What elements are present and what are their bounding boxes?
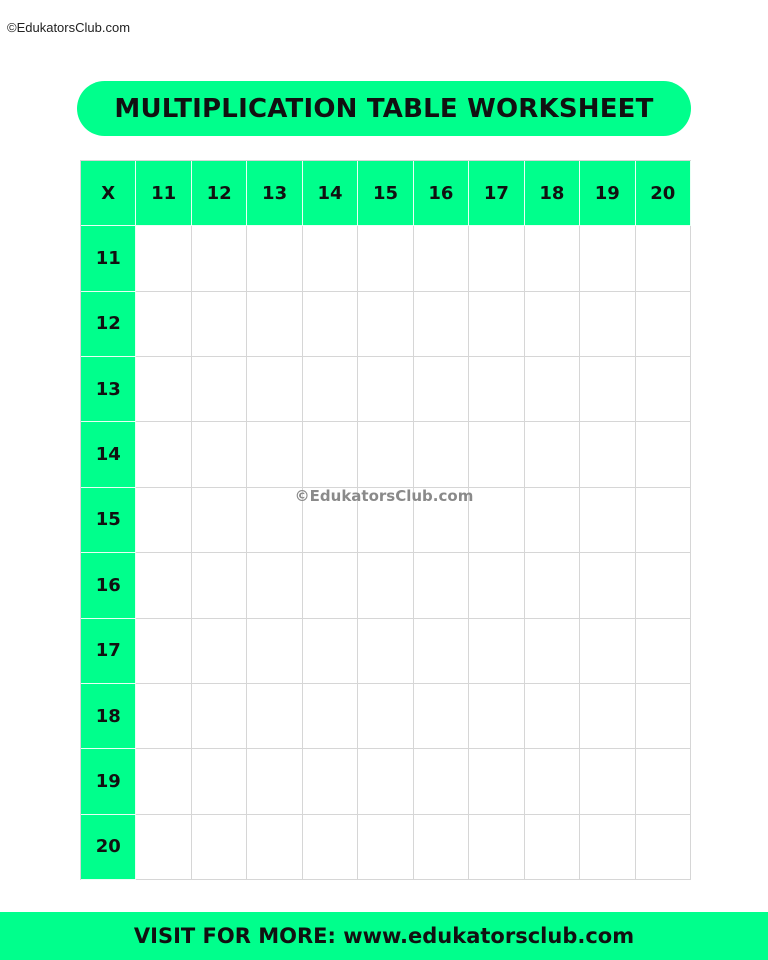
answer-cell — [136, 815, 191, 880]
answer-cell — [636, 815, 691, 880]
answer-cell — [136, 553, 191, 618]
column-header: 17 — [469, 161, 524, 226]
answer-cell — [525, 422, 580, 487]
answer-cell — [580, 553, 635, 618]
answer-cell — [414, 553, 469, 618]
answer-cell — [136, 619, 191, 684]
corner-header: X — [81, 161, 136, 226]
answer-cell — [636, 292, 691, 357]
answer-cell — [247, 488, 302, 553]
answer-cell — [525, 226, 580, 291]
answer-cell — [414, 488, 469, 553]
answer-cell — [636, 422, 691, 487]
column-header: 16 — [414, 161, 469, 226]
answer-cell — [136, 292, 191, 357]
answer-cell — [469, 488, 524, 553]
column-header: 13 — [247, 161, 302, 226]
page-title: MULTIPLICATION TABLE WORKSHEET — [114, 93, 654, 124]
answer-cell — [580, 619, 635, 684]
answer-cell — [525, 684, 580, 749]
answer-cell — [469, 619, 524, 684]
answer-cell — [414, 684, 469, 749]
answer-cell — [358, 292, 413, 357]
answer-cell — [636, 357, 691, 422]
answer-cell — [525, 357, 580, 422]
answer-cell — [247, 422, 302, 487]
row-header: 15 — [81, 488, 136, 553]
answer-cell — [358, 619, 413, 684]
answer-cell — [525, 815, 580, 880]
answer-cell — [469, 292, 524, 357]
answer-cell — [358, 553, 413, 618]
answer-cell — [247, 553, 302, 618]
answer-cell — [636, 749, 691, 814]
answer-cell — [247, 684, 302, 749]
answer-cell — [580, 226, 635, 291]
answer-cell — [303, 292, 358, 357]
answer-cell — [636, 619, 691, 684]
answer-cell — [192, 553, 247, 618]
answer-cell — [414, 749, 469, 814]
column-header: 12 — [192, 161, 247, 226]
answer-cell — [469, 749, 524, 814]
answer-cell — [358, 815, 413, 880]
answer-cell — [580, 815, 635, 880]
copyright-text: ©EdukatorsClub.com — [7, 20, 131, 35]
answer-cell — [469, 422, 524, 487]
answer-cell — [136, 684, 191, 749]
answer-cell — [525, 488, 580, 553]
answer-cell — [247, 292, 302, 357]
answer-cell — [358, 357, 413, 422]
answer-cell — [580, 684, 635, 749]
answer-cell — [580, 749, 635, 814]
answer-cell — [469, 226, 524, 291]
row-header: 16 — [81, 553, 136, 618]
answer-cell — [469, 684, 524, 749]
center-watermark: ©EdukatorsClub.com — [294, 487, 474, 505]
row-header: 20 — [81, 815, 136, 880]
column-header: 20 — [636, 161, 691, 226]
column-header: 19 — [580, 161, 635, 226]
answer-cell — [414, 619, 469, 684]
title-banner — [77, 81, 691, 136]
answer-cell — [414, 226, 469, 291]
answer-cell — [192, 357, 247, 422]
answer-cell — [636, 488, 691, 553]
answer-cell — [136, 488, 191, 553]
answer-cell — [303, 619, 358, 684]
answer-cell — [136, 422, 191, 487]
column-header: 18 — [525, 161, 580, 226]
footer-text: VISIT FOR MORE: www.edukatorsclub.com — [133, 924, 635, 948]
answer-cell — [192, 619, 247, 684]
column-header: 15 — [358, 161, 413, 226]
answer-cell — [358, 749, 413, 814]
answer-cell — [580, 422, 635, 487]
row-header: 19 — [81, 749, 136, 814]
answer-cell — [636, 553, 691, 618]
answer-cell — [192, 292, 247, 357]
column-header: 11 — [136, 161, 191, 226]
answer-cell — [303, 553, 358, 618]
answer-cell — [303, 488, 358, 553]
answer-cell — [525, 292, 580, 357]
answer-cell — [414, 815, 469, 880]
answer-cell — [303, 815, 358, 880]
answer-cell — [303, 684, 358, 749]
answer-cell — [247, 226, 302, 291]
answer-cell — [303, 357, 358, 422]
answer-cell — [525, 553, 580, 618]
answer-cell — [358, 684, 413, 749]
answer-cell — [192, 488, 247, 553]
answer-cell — [136, 749, 191, 814]
answer-cell — [192, 684, 247, 749]
answer-cell — [192, 815, 247, 880]
answer-cell — [414, 292, 469, 357]
answer-cell — [525, 619, 580, 684]
row-header: 17 — [81, 619, 136, 684]
answer-cell — [303, 749, 358, 814]
answer-cell — [414, 357, 469, 422]
answer-cell — [358, 422, 413, 487]
row-header: 12 — [81, 292, 136, 357]
answer-cell — [247, 815, 302, 880]
row-header: 14 — [81, 422, 136, 487]
row-header: 18 — [81, 684, 136, 749]
answer-cell — [247, 357, 302, 422]
answer-cell — [136, 226, 191, 291]
answer-cell — [469, 815, 524, 880]
answer-cell — [469, 553, 524, 618]
answer-cell — [303, 422, 358, 487]
answer-cell — [247, 749, 302, 814]
answer-cell — [469, 357, 524, 422]
row-header: 11 — [81, 226, 136, 291]
answer-cell — [580, 292, 635, 357]
answer-cell — [358, 226, 413, 291]
answer-cell — [192, 226, 247, 291]
multiplication-grid — [80, 160, 691, 880]
answer-cell — [192, 422, 247, 487]
answer-cell — [136, 357, 191, 422]
answer-cell — [636, 684, 691, 749]
answer-cell — [358, 488, 413, 553]
answer-cell — [636, 226, 691, 291]
column-header: 14 — [303, 161, 358, 226]
answer-cell — [192, 749, 247, 814]
footer-banner — [0, 912, 768, 960]
answer-cell — [525, 749, 580, 814]
answer-cell — [247, 619, 302, 684]
answer-cell — [414, 422, 469, 487]
answer-cell — [580, 357, 635, 422]
row-header: 13 — [81, 357, 136, 422]
answer-cell — [580, 488, 635, 553]
answer-cell — [303, 226, 358, 291]
